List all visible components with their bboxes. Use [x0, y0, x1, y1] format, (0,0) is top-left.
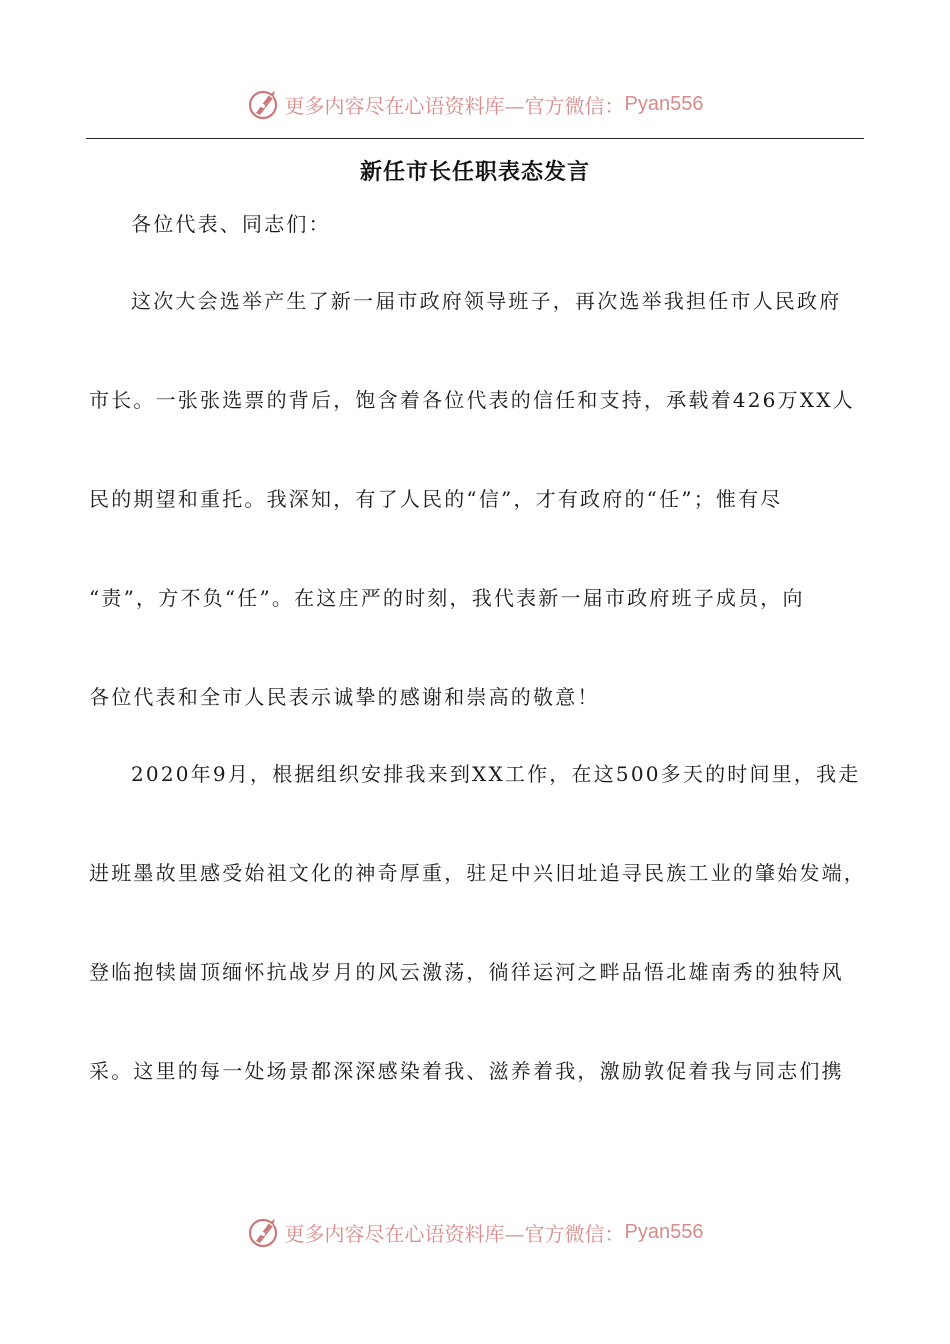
body-line: 市长。一张张选票的背后，饱含着各位代表的信任和支持，承载着426万XX人	[89, 388, 855, 412]
body-line: 2020年9月，根据组织安排我来到XX工作，在这500多天的时间里，我走	[131, 762, 861, 786]
greeting: 各位代表、同志们：	[131, 212, 331, 236]
pen-nib-circle-icon	[247, 1215, 281, 1249]
footer-brand-text: 更多内容尽在心语资料库—官方微信：	[284, 1221, 625, 1246]
body-line: 各位代表和全市人民表示诚挚的感谢和崇高的敬意！	[89, 685, 600, 709]
body-line: 采。这里的每一处场景都深深感染着我、滋养着我，激励敦促着我与同志们携	[89, 1059, 844, 1083]
header-divider	[86, 138, 864, 139]
body-line: 这次大会选举产生了新一届市政府领导班子，再次选举我担任市人民政府	[131, 289, 842, 313]
header-watermark	[0, 84, 950, 124]
footer-brand-handle: Pyan556	[624, 1220, 704, 1243]
body-line: 进班墨故里感受始祖文化的神奇厚重，驻足中兴旧址追寻民族工业的肇始发端，	[89, 861, 866, 885]
document-title: 新任市长任职表态发言	[359, 159, 590, 185]
body-line: 登临抱犊崮顶缅怀抗战岁月的风云激荡，徜徉运河之畔品悟北雄南秀的独特风	[89, 960, 844, 984]
header-brand-handle: Pyan556	[624, 92, 704, 115]
header-brand-text: 更多内容尽在心语资料库—官方微信：	[284, 93, 625, 118]
pen-nib-circle-icon	[247, 87, 281, 121]
body-line: 民的期望和重托。我深知，有了人民的“信”，才有政府的“任”；惟有尽	[89, 487, 783, 511]
body-line: “责”，方不负“任”。在这庄严的时刻，我代表新一届市政府班子成员，向	[89, 586, 805, 610]
footer-watermark	[0, 1212, 950, 1252]
